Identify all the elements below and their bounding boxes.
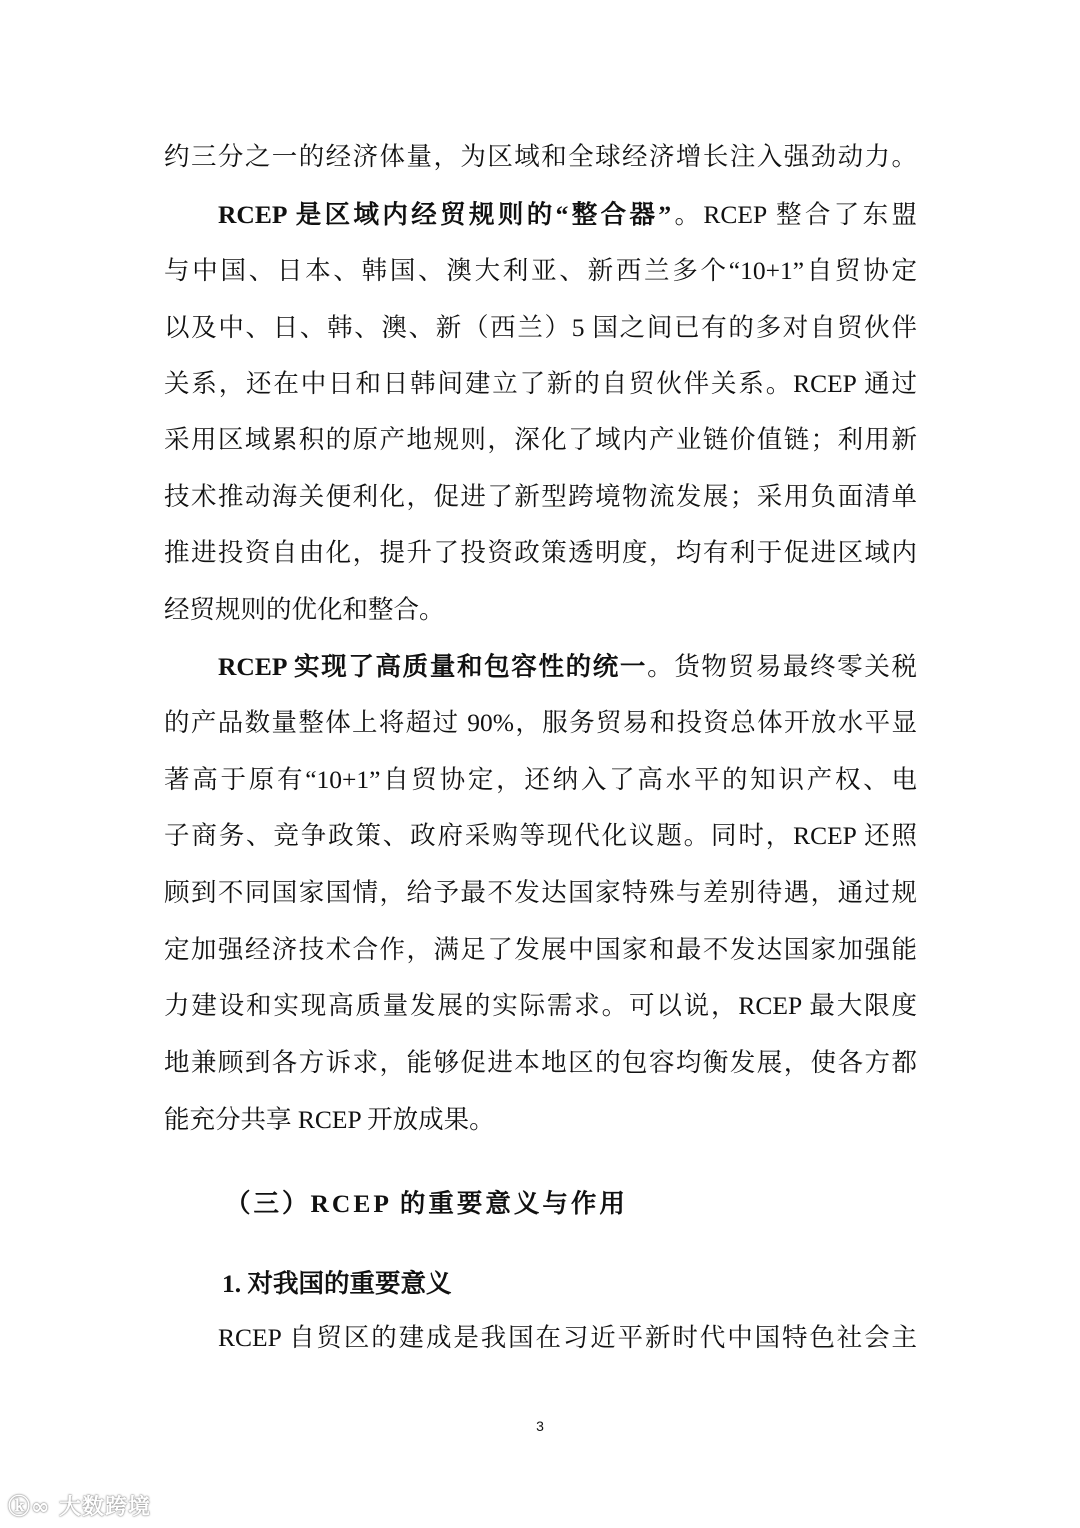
paragraph-line: 的产品数量整体上将超过 90%，服务贸易和投资总体开放水平显	[164, 708, 917, 737]
paragraph-line: 顾到不同国家国情，给予最不发达国家特殊与差别待遇，通过规	[164, 878, 917, 907]
paragraph-line: 著高于原有“10+1”自贸协定，还纳入了高水平的知识产权、电	[164, 765, 917, 794]
lead-rest: 。货物贸易最终零关税	[647, 652, 917, 681]
paragraph-line: RCEP 自贸区的建成是我国在习近平新时代中国特色社会主	[218, 1323, 917, 1352]
paragraph-lead	[218, 199, 917, 231]
paragraph-line: 力建设和实现高质量发展的实际需求。可以说，RCEP 最大限度	[164, 991, 917, 1020]
paragraph-line: 经贸规则的优化和整合。	[164, 595, 445, 624]
paragraph-line: 约三分之一的经济体量，为区域和全球经济增长注入强劲动力。	[164, 142, 917, 171]
paragraph-line: 地兼顾到各方诉求，能够促进本地区的包容均衡发展，使各方都	[164, 1048, 917, 1077]
paragraph-line: 与中国、日本、韩国、澳大利亚、新西兰多个“10+1”自贸协定	[164, 256, 917, 285]
paragraph-line: 推进投资自由化，提升了投资政策透明度，均有利于促进区域内	[164, 538, 917, 567]
watermark-text: 大数跨境	[59, 1495, 152, 1520]
section-heading: （三）RCEP 的重要意义与作用	[225, 1189, 628, 1218]
bold-lead: RCEP 是区域内经贸规则的“整合器”	[218, 200, 672, 229]
paragraph-line: 技术推动海关便利化，促进了新型跨境物流发展；采用负面清单	[164, 482, 917, 511]
watermark-icon: ⓚ∞	[8, 1495, 59, 1520]
paragraph-line: 能充分共享 RCEP 开放成果。	[164, 1105, 495, 1134]
paragraph-line: 以及中、日、韩、澳、新（西兰）5 国之间已有的多对自贸伙伴	[164, 313, 917, 342]
page-number: 3	[536, 1418, 544, 1434]
paragraph-line: 子商务、竞争政策、政府采购等现代化议题。同时，RCEP 还照	[164, 821, 917, 850]
paragraph-line: 关系，还在中日和日韩间建立了新的自贸伙伴关系。RCEP 通过	[164, 369, 917, 398]
bold-lead: RCEP 实现了高质量和包容性的统一	[218, 652, 648, 681]
paragraph-lead	[218, 651, 917, 683]
subsection-heading: 1. 对我国的重要意义	[222, 1269, 452, 1298]
paragraph-line: 定加强经济技术合作，满足了发展中国家和最不发达国家加强能	[164, 935, 917, 964]
paragraph-line: 采用区域累积的原产地规则，深化了域内产业链价值链；利用新	[164, 425, 917, 454]
lead-rest: 。RCEP 整合了东盟	[671, 200, 917, 229]
watermark-logo	[8, 1490, 151, 1521]
